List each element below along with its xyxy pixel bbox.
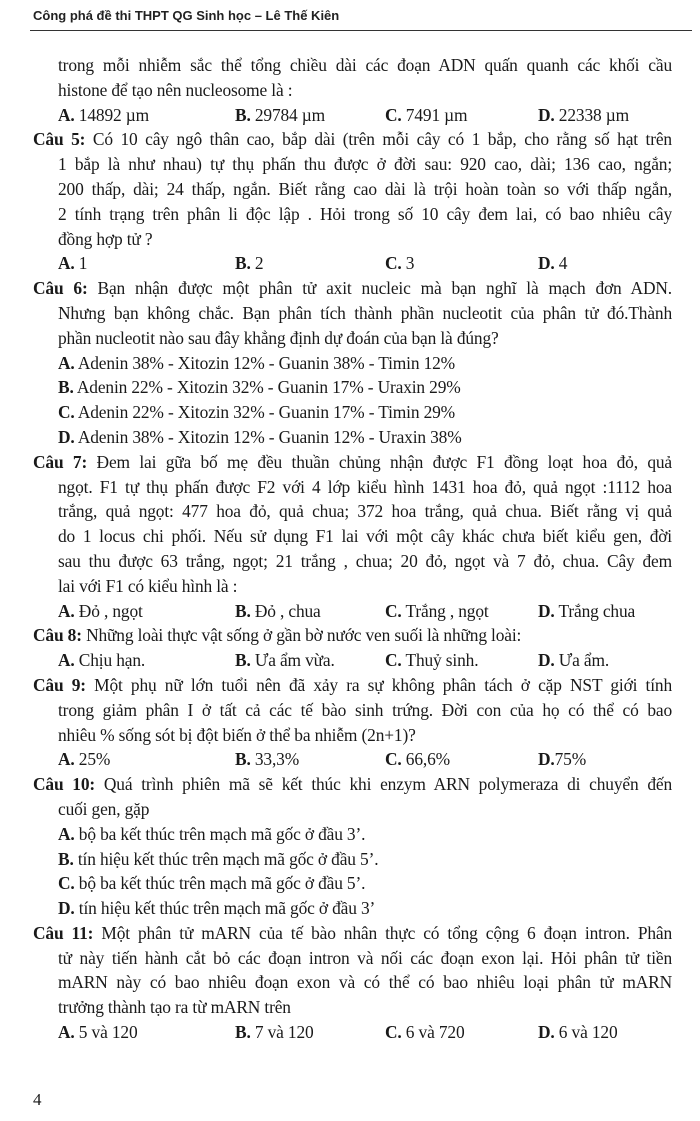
option-letter: B.	[235, 104, 251, 125]
answer-option	[58, 251, 235, 276]
option-text: Trắng , ngọt	[401, 600, 489, 621]
option-text: 7 và 120	[250, 1022, 314, 1043]
option-letter: D.	[538, 650, 555, 671]
question-line	[33, 921, 672, 946]
answer-option	[538, 103, 672, 128]
answer-option	[235, 251, 385, 276]
option-text: bộ ba kết thúc trên mạch mã gốc ở đầu 5’.	[74, 873, 366, 894]
option-letter: B.	[235, 1022, 251, 1043]
question-line	[33, 772, 672, 797]
question-block	[33, 276, 672, 450]
option-text: 6 và 720	[401, 1022, 465, 1043]
option-letter: A.	[58, 749, 75, 770]
option-letter: C.	[385, 650, 402, 671]
question-block	[33, 53, 672, 127]
option-text: bộ ba kết thúc trên mạch mã gốc ở đầu 3’.	[74, 823, 366, 844]
question-text: trắng, quả ngọt: 477 hoa đỏ, quả chua; 372 hoa trắng, quả chua. Biết rằng vị quả	[58, 501, 672, 522]
question-text: 2 tính trạng trên phân li độc lập . Hỏi trong số 10 cây đem lai, có bao nhiêu cây	[58, 203, 672, 224]
question-block	[33, 921, 672, 1045]
option-text: Thuỷ sinh.	[401, 650, 479, 671]
question-line	[33, 450, 672, 475]
answer-option	[385, 648, 538, 673]
answer-option	[385, 747, 538, 772]
option-letter: D.	[538, 1022, 555, 1043]
option-text: 33,3%	[250, 749, 300, 770]
option-letter: A.	[58, 253, 75, 274]
option-text: 4	[554, 253, 568, 274]
answer-options	[33, 599, 672, 624]
option-text: 29784 µm	[250, 104, 326, 125]
page-number: 4	[33, 1090, 42, 1109]
question-line	[33, 53, 672, 78]
answer-options	[33, 1020, 672, 1045]
option-letter: A.	[58, 650, 75, 671]
answer-option	[385, 251, 538, 276]
option-text: 5 và 120	[74, 1022, 138, 1043]
answer-option	[33, 871, 672, 896]
question-text: Đem lai gữa bố mẹ đều thuần chủng nhận được F1 đồng loạt hoa đỏ, quả	[96, 451, 672, 472]
option-letter: B.	[235, 749, 251, 770]
header-divider	[30, 30, 692, 31]
question-line	[33, 326, 672, 351]
question-block	[33, 673, 672, 772]
option-text: Đỏ , ngọt	[74, 600, 143, 621]
option-text: 3	[401, 253, 415, 274]
question-line	[33, 970, 672, 995]
question-text: cuối gen, gặp	[58, 798, 150, 819]
question-label: Câu 5:	[33, 129, 86, 150]
option-letter: C.	[385, 1022, 402, 1043]
option-text: 6 và 120	[554, 1022, 618, 1043]
question-text: histone để tạo nên nucleosome là :	[58, 79, 293, 100]
option-letter: A.	[58, 823, 75, 844]
option-text: 66,6%	[401, 749, 450, 770]
option-letter: B.	[58, 848, 74, 869]
option-letter: A.	[58, 1022, 75, 1043]
answer-options	[33, 103, 672, 128]
answer-option	[33, 847, 672, 872]
option-letter: A.	[58, 600, 75, 621]
question-line	[33, 673, 672, 698]
question-label: Câu 10:	[33, 774, 96, 795]
option-text: Adenin 38% - Xitozin 12% - Guanin 12% - Uraxin 38%	[74, 426, 462, 447]
question-line	[33, 301, 672, 326]
option-text: 14892 µm	[74, 104, 149, 125]
question-block	[33, 772, 672, 921]
option-letter: B.	[58, 377, 74, 398]
question-text: phần nucleotit nào sau đây khẳng định dự đoán của bạn là đúng?	[58, 327, 499, 348]
question-text: Những loài thực vật sống ở gần bờ nước ven suối là những loài:	[86, 625, 522, 646]
answer-option	[33, 400, 672, 425]
page-content	[33, 53, 672, 1045]
question-text: mARN này có bao nhiêu đoạn exon và có thể có bao nhiêu loại phân tử mARN	[58, 972, 672, 993]
question-text: Nhưng bạn không chắc. Bạn phân tích thành phần nucleotit của phân tử đó.Thành	[58, 302, 672, 323]
option-text: Ưa ẩm.	[554, 650, 610, 671]
answer-option	[235, 103, 385, 128]
option-letter: C.	[58, 402, 75, 423]
question-label: Câu 9:	[33, 674, 86, 695]
option-text: Adenin 22% - Xitozin 32% - Guanin 17% - Uraxin 29%	[73, 377, 461, 398]
answer-option	[538, 1020, 672, 1045]
running-header: Công phá đề thi THPT QG Sinh học – Lê Thế Kiên	[33, 8, 340, 23]
option-letter: D.	[58, 898, 75, 919]
option-text: tín hiệu kết thúc trên mạch mã gốc ở đầu 3’	[74, 898, 376, 919]
question-line	[33, 499, 672, 524]
answer-option	[235, 599, 385, 624]
option-text: 2	[250, 253, 264, 274]
question-line	[33, 78, 672, 103]
question-label: Câu 7:	[33, 451, 88, 472]
option-text: Đỏ , chua	[250, 600, 321, 621]
answer-option	[58, 747, 235, 772]
question-text: 1 bắp là như nhau) tự thụ phấn thu được ở đời sau: 920 cao, dài; 136 cao, ngắn;	[58, 154, 672, 175]
answer-options	[33, 251, 672, 276]
question-line	[33, 698, 672, 723]
question-text: Có 10 cây ngô thân cao, bắp dài (trên mỗi cây có 1 bắp, cho rằng số hạt trên	[92, 129, 672, 150]
question-line	[33, 152, 672, 177]
option-letter: C.	[58, 873, 75, 894]
question-text: sau thu được 63 trắng, ngọt; 21 trắng , chua; 20 đỏ, ngọt và 7 đỏ, chua. Cây đem	[58, 550, 672, 571]
option-letter: C.	[385, 104, 402, 125]
question-text: lai với F1 có kiểu hình là :	[58, 575, 238, 596]
option-text: 25%	[74, 749, 111, 770]
answer-option	[235, 648, 385, 673]
option-letter: D.	[58, 426, 75, 447]
option-letter: C.	[385, 749, 402, 770]
answer-options	[33, 648, 672, 673]
question-label: Câu 6:	[33, 278, 88, 299]
option-text: 22338 µm	[554, 104, 629, 125]
option-letter: B.	[235, 650, 251, 671]
option-text: 75%	[554, 749, 587, 770]
answer-option	[235, 747, 385, 772]
option-text: Trắng chua	[554, 600, 636, 621]
answer-option	[385, 1020, 538, 1045]
answer-option	[33, 896, 672, 921]
question-text: nhiêu % sống sót bị đột biến ở thể ba nhiễm (2n+1)?	[58, 724, 416, 745]
option-letter: D.	[538, 104, 555, 125]
answer-option	[33, 425, 672, 450]
option-letter: D.	[538, 600, 555, 621]
question-line	[33, 227, 672, 252]
option-letter: D.	[538, 749, 555, 770]
answer-option	[58, 648, 235, 673]
question-line	[33, 723, 672, 748]
option-letter: B.	[235, 253, 251, 274]
option-letter: A.	[58, 104, 75, 125]
question-line	[33, 574, 672, 599]
question-text: Bạn nhận được một phân tử axit nucleic mà bạn nghĩ là mạch đơn ADN.	[97, 278, 672, 299]
option-text: 7491 µm	[401, 104, 468, 125]
question-line	[33, 623, 672, 648]
answer-option	[538, 599, 672, 624]
answer-option	[538, 648, 672, 673]
question-text: đồng hợp tử ?	[58, 228, 153, 249]
answer-option	[538, 747, 672, 772]
answer-option	[538, 251, 672, 276]
option-letter: C.	[385, 600, 402, 621]
question-text: trong mỗi nhiễm sắc thể tổng chiều dài các đoạn ADN quấn quanh các khối cầu	[58, 55, 672, 75]
option-text: Ưa ẩm vừa.	[250, 650, 335, 671]
option-text: tín hiệu kết thúc trên mạch mã gốc ở đầu 5’.	[73, 848, 379, 869]
option-letter: A.	[58, 352, 75, 373]
question-line	[33, 276, 672, 301]
answer-option	[235, 1020, 385, 1045]
option-text: Adenin 38% - Xitozin 12% - Guanin 38% - Timin 12%	[74, 352, 455, 373]
question-line	[33, 797, 672, 822]
question-text: ngọt. F1 tự thụ phấn được F2 với 4 lớp kiểu hình 1431 hoa đỏ, quả ngọt :1112 hoa	[58, 476, 672, 497]
question-block	[33, 127, 672, 276]
question-text: trong giảm phân I ở tất cả các tế bào sinh trứng. Đời con của họ có thể có bao	[58, 699, 672, 720]
answer-option	[58, 599, 235, 624]
answer-option	[33, 351, 672, 376]
question-text: Một phân tử mARN của tế bào nhân thực có tổng cộng 6 đoạn intron. Phân	[101, 922, 672, 943]
option-text: Adenin 22% - Xitozin 32% - Guanin 17% - Timin 29%	[74, 402, 455, 423]
question-text: trưởng thành tạo ra từ mARN trên	[58, 997, 291, 1018]
option-letter: D.	[538, 253, 555, 274]
answer-option	[58, 1020, 235, 1045]
question-line	[33, 946, 672, 971]
option-letter: B.	[235, 600, 251, 621]
option-text: Chịu hạn.	[74, 650, 146, 671]
question-line	[33, 995, 672, 1020]
answer-option	[33, 822, 672, 847]
option-text: 1	[74, 253, 88, 274]
answer-option	[385, 599, 538, 624]
question-label: Câu 8:	[33, 625, 82, 646]
question-line	[33, 549, 672, 574]
answer-option	[33, 375, 672, 400]
question-text: do 1 locus chi phối. Nếu sử dụng F1 lai với một cây khác chưa biết kiểu gen, đời	[58, 526, 672, 547]
option-letter: C.	[385, 253, 402, 274]
answer-option	[58, 103, 235, 128]
question-text: 200 thấp, dài; 24 thấp, ngắn. Biết rằng cao dài là trội hoàn toàn so với thấp ngắn,	[58, 178, 672, 199]
question-text: tử này tiến hành cắt bỏ các đoạn intron và nối các đoạn exon lại. Hỏi phân tử tiền	[58, 947, 672, 968]
question-line	[33, 524, 672, 549]
question-line	[33, 127, 672, 152]
question-block	[33, 450, 672, 624]
answer-options	[33, 747, 672, 772]
question-line	[33, 202, 672, 227]
question-line	[33, 475, 672, 500]
question-block	[33, 623, 672, 673]
question-text: Một phụ nữ lớn tuổi nên đã xảy ra sự không phân tách ở cặp NST giới tính	[94, 674, 672, 695]
question-label: Câu 11:	[33, 922, 94, 943]
answer-option	[385, 103, 538, 128]
question-line	[33, 177, 672, 202]
question-text: Quá trình phiên mã sẽ kết thúc khi enzym ARN polymeraza di chuyển đến	[103, 774, 672, 795]
